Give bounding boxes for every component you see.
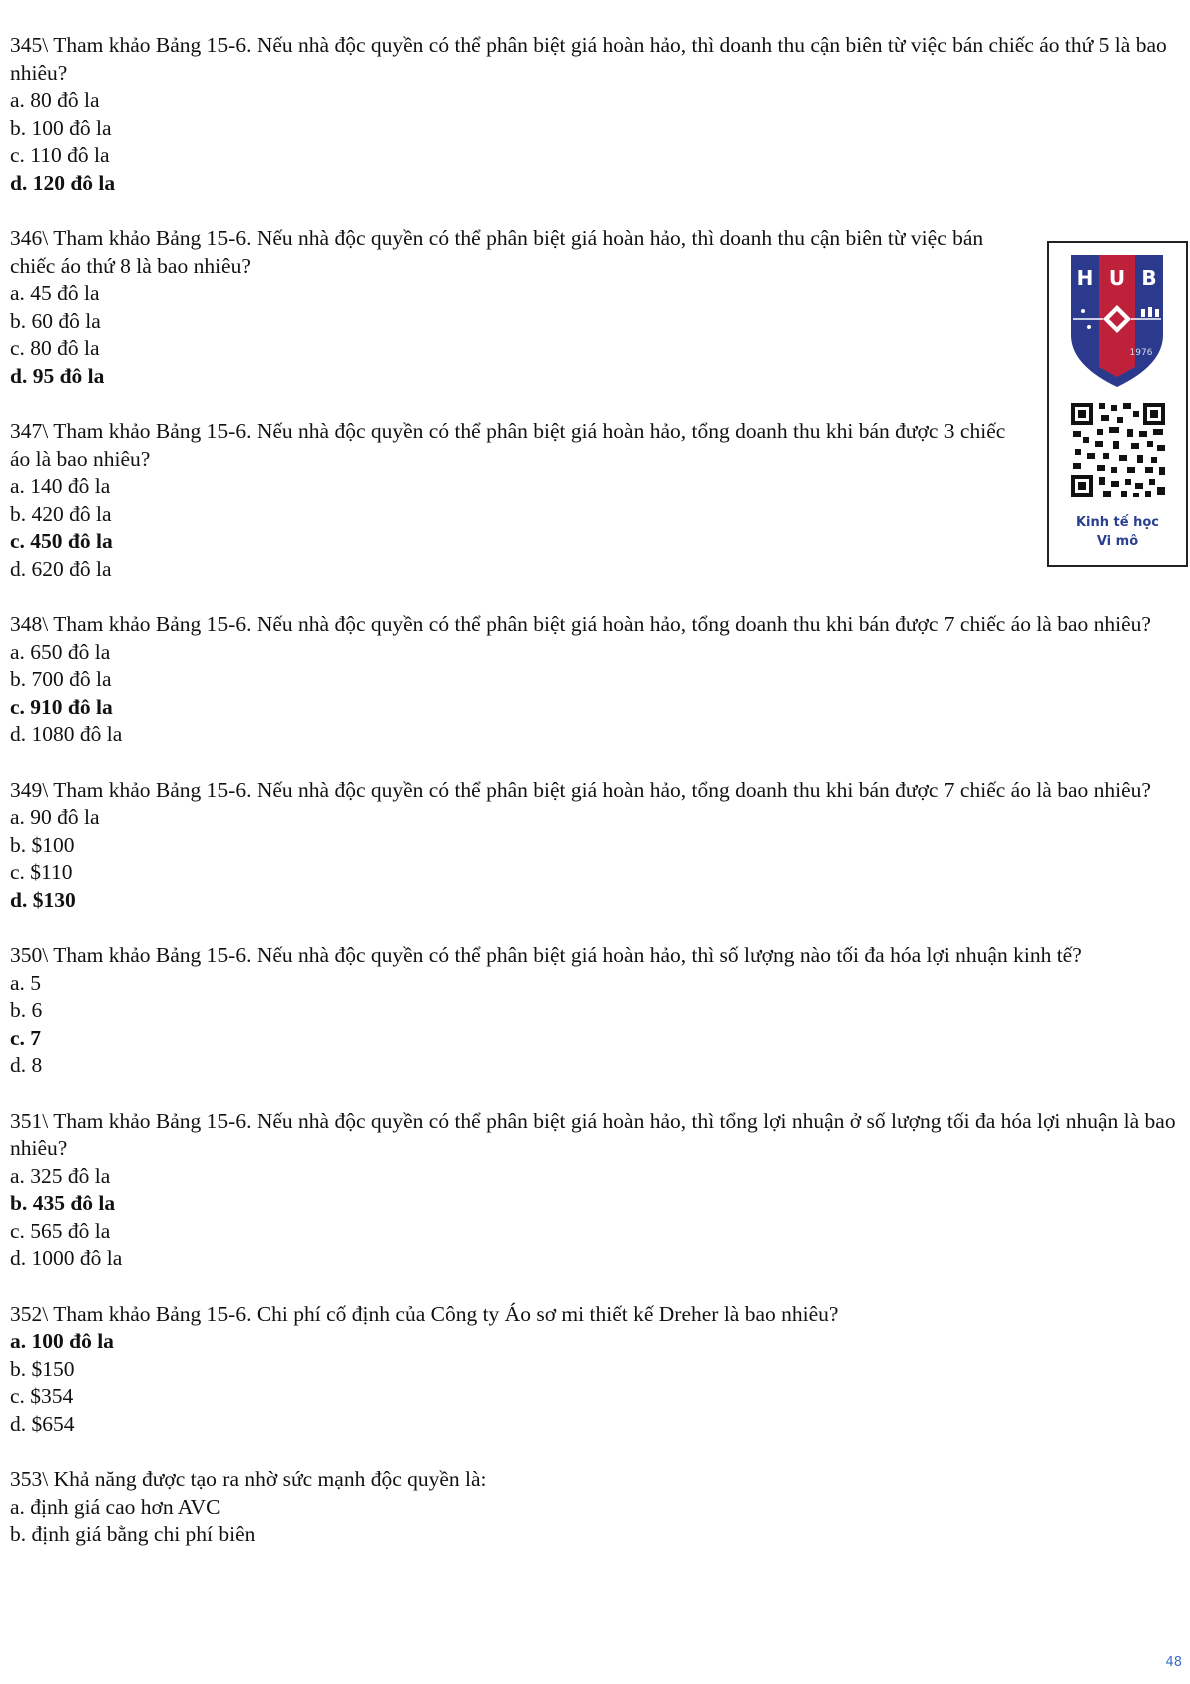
answer-option: b. $100 [10, 832, 75, 857]
question-text [10, 32, 1190, 87]
question-body: Tham khảo Bảng 15-6. Nếu nhà độc quyền có thể phân biệt giá hoàn hảo, tổng doanh thu khi bán được 7 chiếc áo là bao nhiêu? [53, 777, 1151, 802]
question-text [10, 418, 1020, 473]
answer-option-correct: c. 910 đô la [10, 694, 113, 719]
answer-option: d. 8 [10, 1053, 43, 1077]
question-block [10, 611, 1190, 749]
answer-option: c. 80 đô la [10, 336, 100, 360]
question-body: Tham khảo Bảng 15-6. Nếu nhà độc quyền có thể phân biệt giá hoàn hảo, tổng doanh thu khi bán được 7 chiếc áo là bao nhiêu? [53, 612, 1151, 636]
answer-option: a. 325 đô la [10, 1163, 111, 1188]
answer-option: d. $654 [10, 1411, 75, 1436]
answer-option-correct: b. 435 đô la [10, 1191, 116, 1215]
answer-option: a. 80 đô la [10, 88, 100, 112]
question-number: 347\ [10, 419, 49, 443]
question-text [10, 611, 1190, 639]
question-body: Tham khảo Bảng 15-6. Nếu nhà độc quyền có thể phân biệt giá hoàn hảo, thì số lượng nào tối đa hóa lợi nhuận kinh tế? [53, 943, 1082, 967]
question-number: 352\ [10, 1301, 49, 1326]
question-body: Tham khảo Bảng 15-6. Nếu nhà độc quyền có thể phân biệt giá hoàn hảo, thì tổng lợi nhuận ở số lượng tối đa hóa lợi nhuận là bao nhiêu? [10, 1108, 1176, 1160]
question-block [10, 777, 1190, 915]
qr-code-icon [1069, 401, 1167, 499]
answer-option: a. 650 đô la [10, 639, 111, 664]
answer-option: c. $110 [10, 860, 73, 884]
question-number: 348\ [10, 612, 49, 636]
answer-option: b. định giá bằng chi phí biên [10, 1522, 256, 1546]
question-body: Khả năng được tạo ra nhờ sức mạnh độc quyền là: [53, 1467, 487, 1491]
question-block [10, 1301, 1190, 1439]
question-body: Tham khảo Bảng 15-6. Nếu nhà độc quyền có thể phân biệt giá hoàn hảo, thì doanh thu cận biên từ việc bán chiếc áo thứ 5 là bao nhiêu? [10, 33, 1167, 85]
question-number: 346\ [10, 226, 49, 250]
answer-option: d. 620 đô la [10, 556, 112, 581]
question-text [10, 942, 1190, 970]
answer-option: d. 1080 đô la [10, 722, 123, 746]
answer-option: c. 565 đô la [10, 1218, 111, 1243]
question-text [10, 1301, 1190, 1329]
question-block [10, 942, 1190, 1080]
question-text [10, 777, 1190, 805]
answer-option: b. 100 đô la [10, 115, 112, 140]
answer-option: d. 1000 đô la [10, 1246, 123, 1270]
answer-option: a. 45 đô la [10, 281, 100, 305]
answer-option-correct: c. 7 [10, 1025, 42, 1050]
answer-option: c. $354 [10, 1384, 74, 1408]
answer-option-correct: d. 95 đô la [10, 363, 105, 388]
page-number: 48 [1165, 1655, 1182, 1670]
answer-option: b. 700 đô la [10, 667, 112, 691]
question-body: Tham khảo Bảng 15-6. Chi phí cố định của Công ty Áo sơ mi thiết kế Dreher là bao nhiêu? [53, 1301, 839, 1326]
answer-option: c. 110 đô la [10, 143, 110, 167]
question-body: Tham khảo Bảng 15-6. Nếu nhà độc quyền có thể phân biệt giá hoàn hảo, thì doanh thu cận biên từ việc bán chiếc áo thứ 8 là bao nhiêu? [10, 226, 984, 278]
answer-option: b. 6 [10, 998, 43, 1022]
answer-option: b. 60 đô la [10, 308, 101, 333]
answer-option: a. 90 đô la [10, 805, 100, 829]
answer-option-correct: a. 100 đô la [10, 1329, 114, 1353]
question-number: 350\ [10, 943, 49, 967]
question-number: 345\ [10, 33, 49, 57]
answer-option-correct: d. $130 [10, 887, 76, 912]
course-stamp [1047, 241, 1188, 567]
question-block [10, 225, 1190, 390]
question-text [10, 225, 1020, 280]
logo-letter-b: B [1141, 266, 1157, 290]
answer-option: a. 5 [10, 970, 42, 995]
answer-option-correct: c. 450 đô la [10, 529, 113, 553]
question-text [10, 1466, 1190, 1494]
question-list [10, 32, 1190, 1577]
logo-letter-h: H [1076, 266, 1094, 290]
answer-option: a. định giá cao hơn AVC [10, 1494, 221, 1519]
answer-option: b. 420 đô la [10, 501, 112, 526]
question-block [10, 1466, 1190, 1549]
question-block [10, 1108, 1190, 1273]
answer-option-correct: d. 120 đô la [10, 170, 116, 195]
question-number: 353\ [10, 1467, 49, 1491]
answer-option: a. 140 đô la [10, 474, 111, 498]
logo-year: 1976 [1129, 348, 1153, 358]
question-number: 349\ [10, 777, 49, 802]
question-body: Tham khảo Bảng 15-6. Nếu nhà độc quyền có thể phân biệt giá hoàn hảo, tổng doanh thu khi bán được 3 chiếc áo là bao nhiêu? [10, 419, 1006, 471]
answer-option: b. $150 [10, 1356, 75, 1381]
question-number: 351\ [10, 1108, 49, 1133]
stamp-caption-line1: Kinh tế học [1075, 515, 1159, 530]
question-block [10, 418, 1190, 583]
logo-letter-u: U [1108, 266, 1126, 290]
question-block [10, 32, 1190, 197]
stamp-caption-line2: Vi mô [1096, 534, 1139, 549]
question-text [10, 1108, 1190, 1163]
